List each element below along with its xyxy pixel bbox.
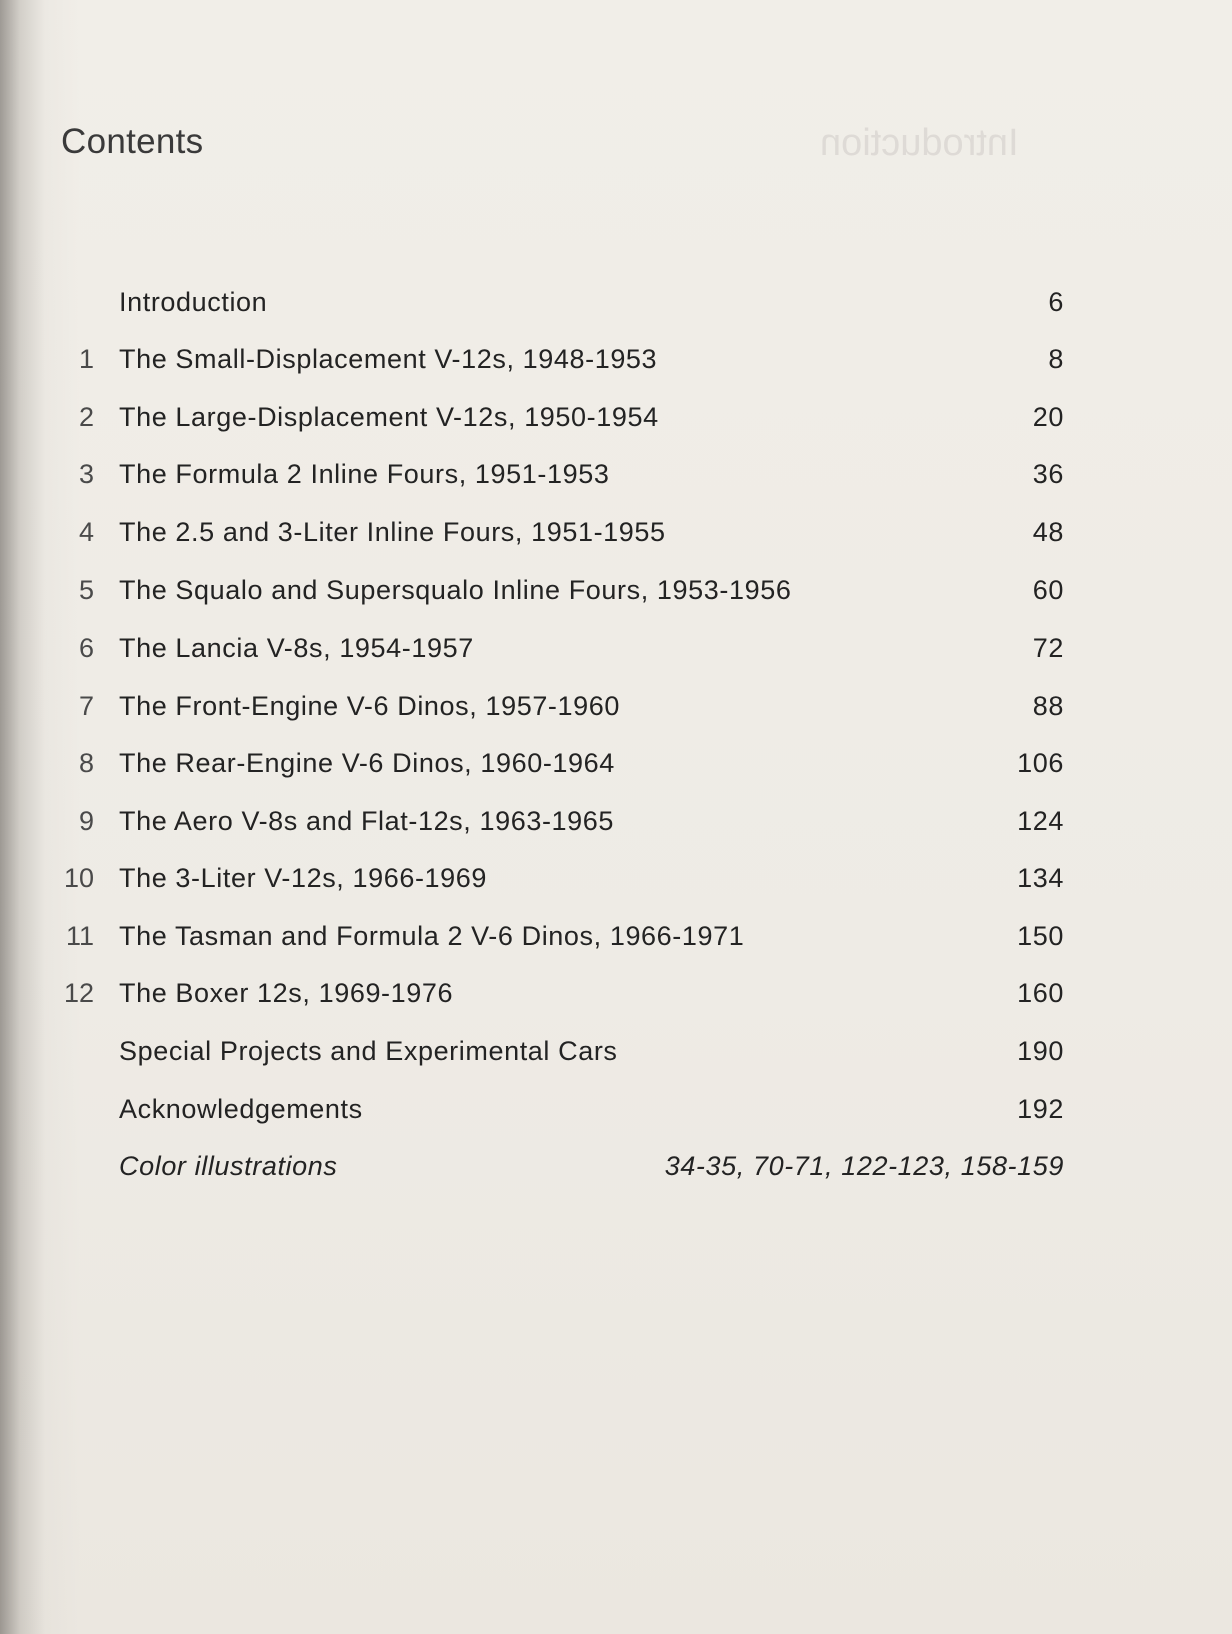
toc-entry-page: 72 xyxy=(1032,633,1064,663)
toc-entry-page: 60 xyxy=(1032,575,1064,605)
toc-entry-title: Acknowledgements xyxy=(119,1094,363,1124)
toc-entry-chapter-5 xyxy=(0,570,1232,610)
toc-entry-page: 192 xyxy=(1017,1094,1064,1124)
toc-entry-number: 7 xyxy=(78,691,94,721)
toc-entry-page: 190 xyxy=(1017,1036,1064,1066)
toc-entry-number: 10 xyxy=(63,863,94,893)
toc-entry-page: 6 xyxy=(1048,287,1064,317)
toc-entry-chapter-9 xyxy=(0,801,1232,841)
toc-entry-chapter-12 xyxy=(0,973,1232,1013)
toc-entry-title: The Formula 2 Inline Fours, 1951-1953 xyxy=(119,459,610,489)
toc-entry-number: 12 xyxy=(63,978,94,1008)
toc-entry-chapter-8 xyxy=(0,743,1232,783)
toc-entry-title: The Tasman and Formula 2 V-6 Dinos, 1966-1971 xyxy=(119,921,745,951)
toc-entry-page: 150 xyxy=(1017,921,1064,951)
bleed-through-heading: Introduction xyxy=(820,122,1019,164)
toc-entry-introduction xyxy=(0,282,1232,322)
toc-entry-title: The Aero V-8s and Flat-12s, 1963-1965 xyxy=(119,806,615,836)
toc-entry-title: The 2.5 and 3-Liter Inline Fours, 1951-1955 xyxy=(119,517,666,547)
toc-entry-page: 48 xyxy=(1032,517,1064,547)
toc-entry-number: 11 xyxy=(65,921,94,951)
toc-entry-chapter-11 xyxy=(0,916,1232,956)
toc-entry-special-projects xyxy=(0,1031,1232,1071)
toc-entry-title: The Front-Engine V-6 Dinos, 1957-1960 xyxy=(119,691,620,721)
toc-entry-chapter-3 xyxy=(0,454,1232,494)
toc-entry-chapter-2 xyxy=(0,397,1232,437)
toc-entry-title: Introduction xyxy=(119,287,268,317)
toc-entry-title: Special Projects and Experimental Cars xyxy=(119,1036,618,1066)
toc-entry-page: 88 xyxy=(1032,691,1064,721)
toc-entry-number: 2 xyxy=(78,402,94,432)
toc-entry-title: The Boxer 12s, 1969-1976 xyxy=(119,978,454,1008)
toc-entry-color-illustrations xyxy=(0,1146,1232,1186)
toc-entry-page: 124 xyxy=(1017,806,1064,836)
toc-entry-title: The Squalo and Supersqualo Inline Fours, 1953-1956 xyxy=(119,575,792,605)
toc-entry-page: 36 xyxy=(1032,459,1064,489)
toc-entry-number: 8 xyxy=(78,748,94,778)
toc-entry-acknowledgements xyxy=(0,1089,1232,1129)
toc-entry-chapter-4 xyxy=(0,512,1232,552)
toc-entry-title: The 3-Liter V-12s, 1966-1969 xyxy=(119,863,488,893)
toc-entry-page: 160 xyxy=(1017,978,1064,1008)
toc-entry-title: The Small-Displacement V-12s, 1948-1953 xyxy=(119,344,658,374)
toc-entry-chapter-1 xyxy=(0,339,1232,379)
toc-entry-chapter-7 xyxy=(0,686,1232,726)
toc-entry-title: The Rear-Engine V-6 Dinos, 1960-1964 xyxy=(119,748,615,778)
toc-entry-title: The Large-Displacement V-12s, 1950-1954 xyxy=(119,402,659,432)
page-title: Contents xyxy=(61,122,204,161)
toc-entry-chapter-6 xyxy=(0,628,1232,668)
toc-entry-page: 20 xyxy=(1032,402,1064,432)
toc-entry-number: 3 xyxy=(78,459,94,489)
toc-entry-page: 134 xyxy=(1017,863,1064,893)
toc-entry-number: 1 xyxy=(78,344,94,374)
toc-entry-chapter-10 xyxy=(0,858,1232,898)
toc-entry-page: 34-35, 70-71, 122-123, 158-159 xyxy=(664,1151,1064,1181)
toc-entry-title: The Lancia V-8s, 1954-1957 xyxy=(119,633,474,663)
toc-entry-number: 9 xyxy=(78,806,94,836)
toc-entry-number: 4 xyxy=(78,517,94,547)
toc-entry-page: 8 xyxy=(1048,344,1064,374)
toc-entry-page: 106 xyxy=(1017,748,1064,778)
toc-entry-title: Color illustrations xyxy=(119,1151,338,1181)
toc-entry-number: 5 xyxy=(78,575,94,605)
toc-entry-number: 6 xyxy=(78,633,94,663)
